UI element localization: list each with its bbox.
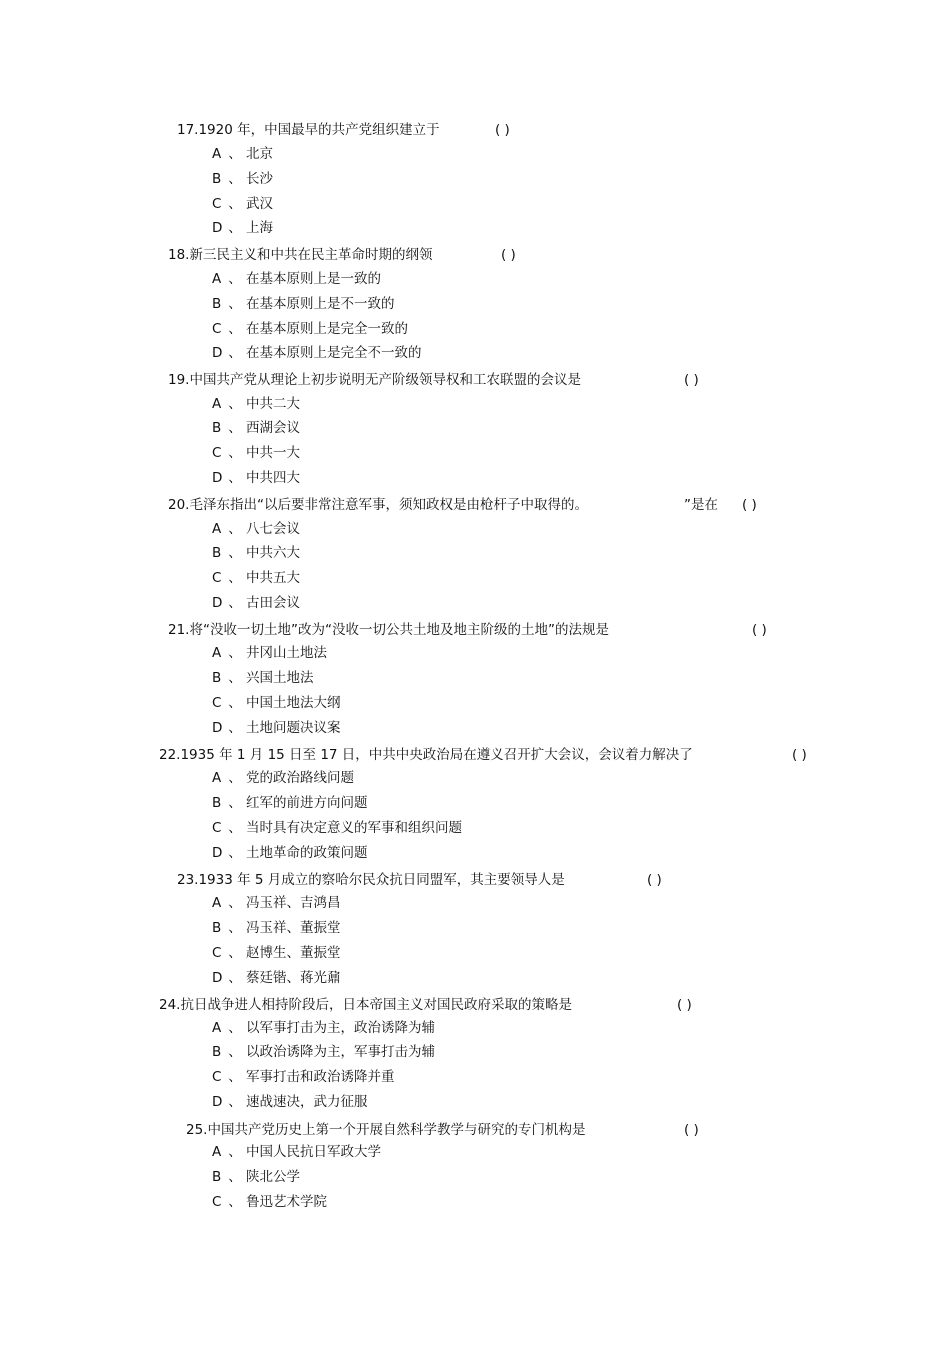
question-stem-text: 23.1933 年 5 月成立的察哈尔民众抗日同盟军，其主要领导人是 xyxy=(177,872,565,888)
question-21-stem xyxy=(168,621,767,639)
question-25-option-c: C 、 鲁迅艺术学院 xyxy=(212,1194,327,1210)
answer-paren: ( ) xyxy=(684,1122,699,1138)
question-21-option-c: C 、 中国土地法大纲 xyxy=(212,695,341,711)
question-stem-text: 20.毛泽东指出“以后要非常注意军事，须知政权是由枪杆子中取得的。 xyxy=(168,497,588,513)
question-21-option-b: B 、 兴国土地法 xyxy=(212,670,314,686)
question-stem-text: 21.将“没收一切土地”改为“没收一切公共土地及地主阶级的土地”的法规是 xyxy=(168,622,609,638)
question-18-option-b: B 、 在基本原则上是不一致的 xyxy=(212,296,395,312)
question-18-stem xyxy=(168,246,516,264)
question-19-stem xyxy=(168,371,699,389)
question-22-stem xyxy=(159,746,807,764)
question-17-option-c: C 、 武汉 xyxy=(212,196,273,212)
question-24-option-b: B 、 以政治诱降为主，军事打击为辅 xyxy=(212,1044,435,1060)
answer-paren: ( ) xyxy=(495,122,510,138)
question-18-option-c: C 、 在基本原则上是完全一致的 xyxy=(212,321,408,337)
question-24-stem xyxy=(159,996,692,1014)
question-stem-text: 22.1935 年 1 月 15 日至 17 日，中共中央政治局在遵义召开扩大会议，会议着力解决了 xyxy=(159,747,693,763)
question-23-option-a: A 、 冯玉祥、吉鸿昌 xyxy=(212,895,341,911)
question-stem-text: 24.抗日战争进人相持阶段后，日本帝国主义对国民政府采取的策略是 xyxy=(159,997,572,1013)
question-19-option-c: C 、 中共一大 xyxy=(212,445,300,461)
question-21-option-a: A 、 井冈山土地法 xyxy=(212,645,327,661)
question-24-option-d: D 、 速战速决，武力征服 xyxy=(212,1094,368,1110)
question-stem-text: 17.1920 年，中国最早的共产党组织建立于 xyxy=(177,122,440,138)
question-23-option-c: C 、 赵博生、董振堂 xyxy=(212,945,341,961)
question-20-option-d: D 、 古田会议 xyxy=(212,595,300,611)
answer-paren: ( ) xyxy=(684,372,699,388)
question-22-option-b: B 、 红军的前进方向问题 xyxy=(212,795,368,811)
answer-paren: ( ) xyxy=(742,497,757,513)
question-stem-text: 19.中国共产党从理论上初步说明无产阶级领导权和工农联盟的会议是 xyxy=(168,372,581,388)
question-23-stem xyxy=(177,871,662,889)
question-stem-text: 25.中国共产党历史上第一个开展自然科学教学与研究的专门机构是 xyxy=(186,1122,586,1138)
question-23-option-b: B 、 冯玉祥、董振堂 xyxy=(212,920,341,936)
question-stem-text: 18.新三民主义和中共在民主革命时期的纲领 xyxy=(168,247,433,263)
question-18-option-d: D 、 在基本原则上是完全不一致的 xyxy=(212,345,422,361)
question-19-option-d: D 、 中共四大 xyxy=(212,470,300,486)
question-25-stem xyxy=(186,1121,699,1139)
question-20-option-b: B 、 中共六大 xyxy=(212,545,300,561)
question-stem-tail: ”是在 xyxy=(684,497,718,513)
question-22-option-d: D 、 土地革命的政策问题 xyxy=(212,845,368,861)
question-19-option-b: B 、 西湖会议 xyxy=(212,420,300,436)
answer-paren: ( ) xyxy=(752,622,767,638)
question-20-option-c: C 、 中共五大 xyxy=(212,570,300,586)
question-24-option-a: A 、 以军事打击为主，政治诱降为辅 xyxy=(212,1020,435,1036)
question-19-option-a: A 、 中共二大 xyxy=(212,396,300,412)
question-25-option-a: A 、 中国人民抗日军政大学 xyxy=(212,1144,381,1160)
question-17-option-a: A 、 北京 xyxy=(212,146,273,162)
question-21-option-d: D 、 土地问题决议案 xyxy=(212,720,341,736)
question-24-option-c: C 、 军事打击和政治诱降并重 xyxy=(212,1069,395,1085)
question-20-stem xyxy=(168,496,757,514)
answer-paren: ( ) xyxy=(501,247,516,263)
question-22-option-a: A 、 党的政治路线问题 xyxy=(212,770,354,786)
answer-paren: ( ) xyxy=(792,747,807,763)
question-17-option-d: D 、 上海 xyxy=(212,220,273,236)
question-20-option-a: A 、 八七会议 xyxy=(212,521,300,537)
answer-paren: ( ) xyxy=(647,872,662,888)
answer-paren: ( ) xyxy=(677,997,692,1013)
question-17-stem xyxy=(177,121,510,139)
question-25-option-b: B 、 陕北公学 xyxy=(212,1169,300,1185)
question-17-option-b: B 、 长沙 xyxy=(212,171,273,187)
question-22-option-c: C 、 当时具有决定意义的军事和组织问题 xyxy=(212,820,462,836)
question-18-option-a: A 、 在基本原则上是一致的 xyxy=(212,271,381,287)
question-23-option-d: D 、 蔡廷锴、蒋光鼐 xyxy=(212,970,341,986)
